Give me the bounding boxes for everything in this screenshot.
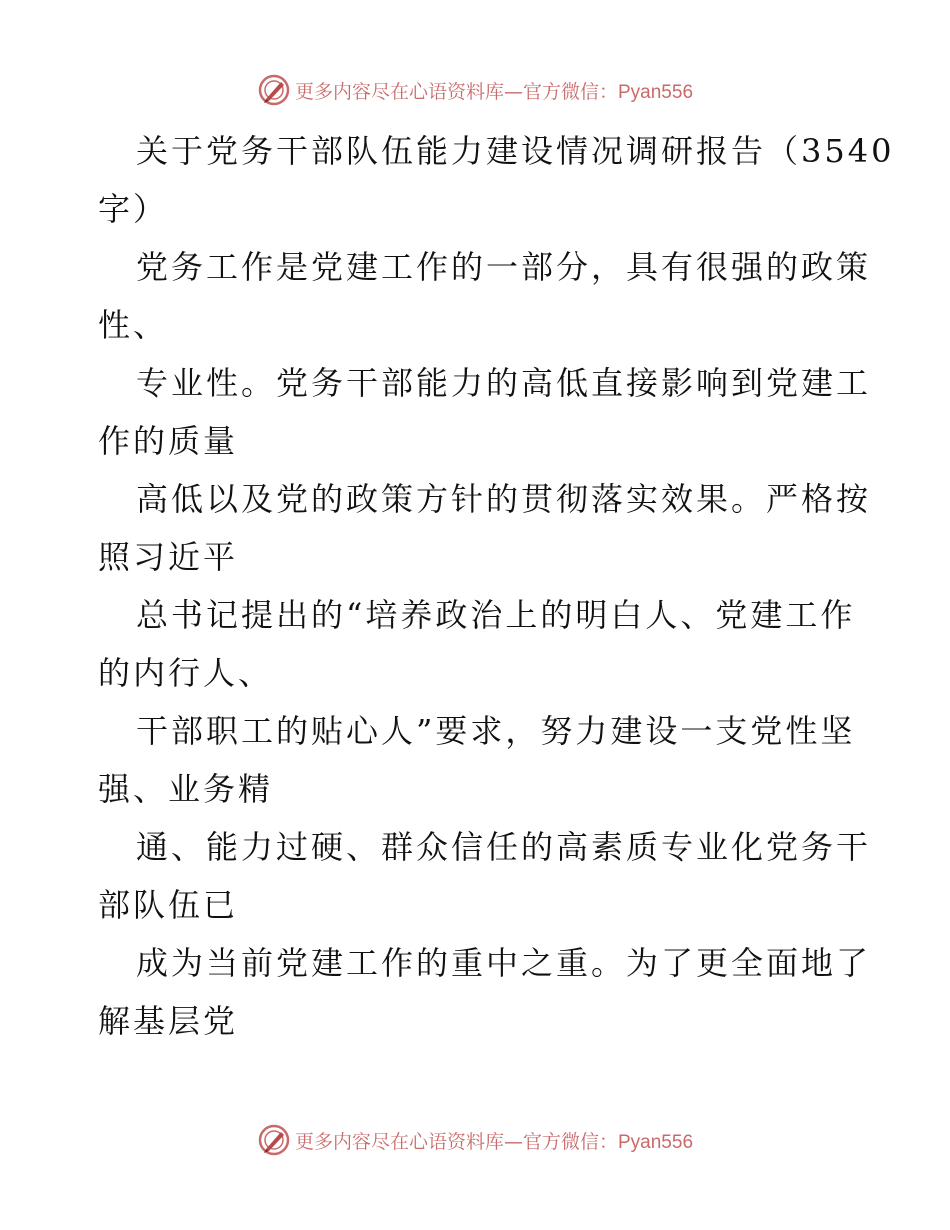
text-line: 照习近平 bbox=[98, 538, 239, 576]
text-line: 部队伍已 bbox=[98, 886, 239, 924]
header-watermark bbox=[0, 70, 950, 110]
watermark-label: 更多内容尽在心语资料库—官方微信： bbox=[294, 1130, 618, 1153]
text-line: 专业性。党务干部能力的高低直接影响到党建工 bbox=[136, 364, 872, 402]
document-body bbox=[98, 122, 895, 1050]
watermark-wechat-id: Pyan556 bbox=[618, 1131, 694, 1153]
text-line: 通、能力过硬、群众信任的高素质专业化党务干 bbox=[136, 828, 872, 866]
footer-watermark bbox=[0, 1120, 950, 1160]
pen-logo-icon bbox=[257, 73, 291, 107]
text-line: 作的质量 bbox=[98, 422, 239, 460]
document-title-line-2: 字） bbox=[98, 190, 169, 228]
watermark-text bbox=[295, 77, 693, 104]
text-line: 成为当前党建工作的重中之重。为了更全面地了 bbox=[136, 944, 872, 982]
text-line: 解基层党 bbox=[98, 1002, 239, 1040]
watermark-text bbox=[295, 1127, 693, 1154]
text-line: 总书记提出的“培养政治上的明白人、党建工作 bbox=[136, 596, 856, 634]
watermark-wechat-id: Pyan556 bbox=[618, 81, 694, 103]
text-line: 强、业务精 bbox=[98, 770, 274, 808]
watermark-label: 更多内容尽在心语资料库—官方微信： bbox=[294, 80, 618, 103]
text-line: 高低以及党的政策方针的贯彻落实效果。严格按 bbox=[136, 480, 872, 518]
text-line: 的内行人、 bbox=[98, 654, 274, 692]
text-line: 党务工作是党建工作的一部分，具有很强的政策 bbox=[136, 248, 872, 286]
text-line: 干部职工的贴心人”要求，努力建设一支党性坚 bbox=[136, 712, 856, 750]
pen-logo-icon bbox=[257, 1123, 291, 1157]
document-title-line-1: 关于党务干部队伍能力建设情况调研报告（3540 bbox=[136, 132, 895, 170]
text-line: 性、 bbox=[98, 306, 169, 344]
